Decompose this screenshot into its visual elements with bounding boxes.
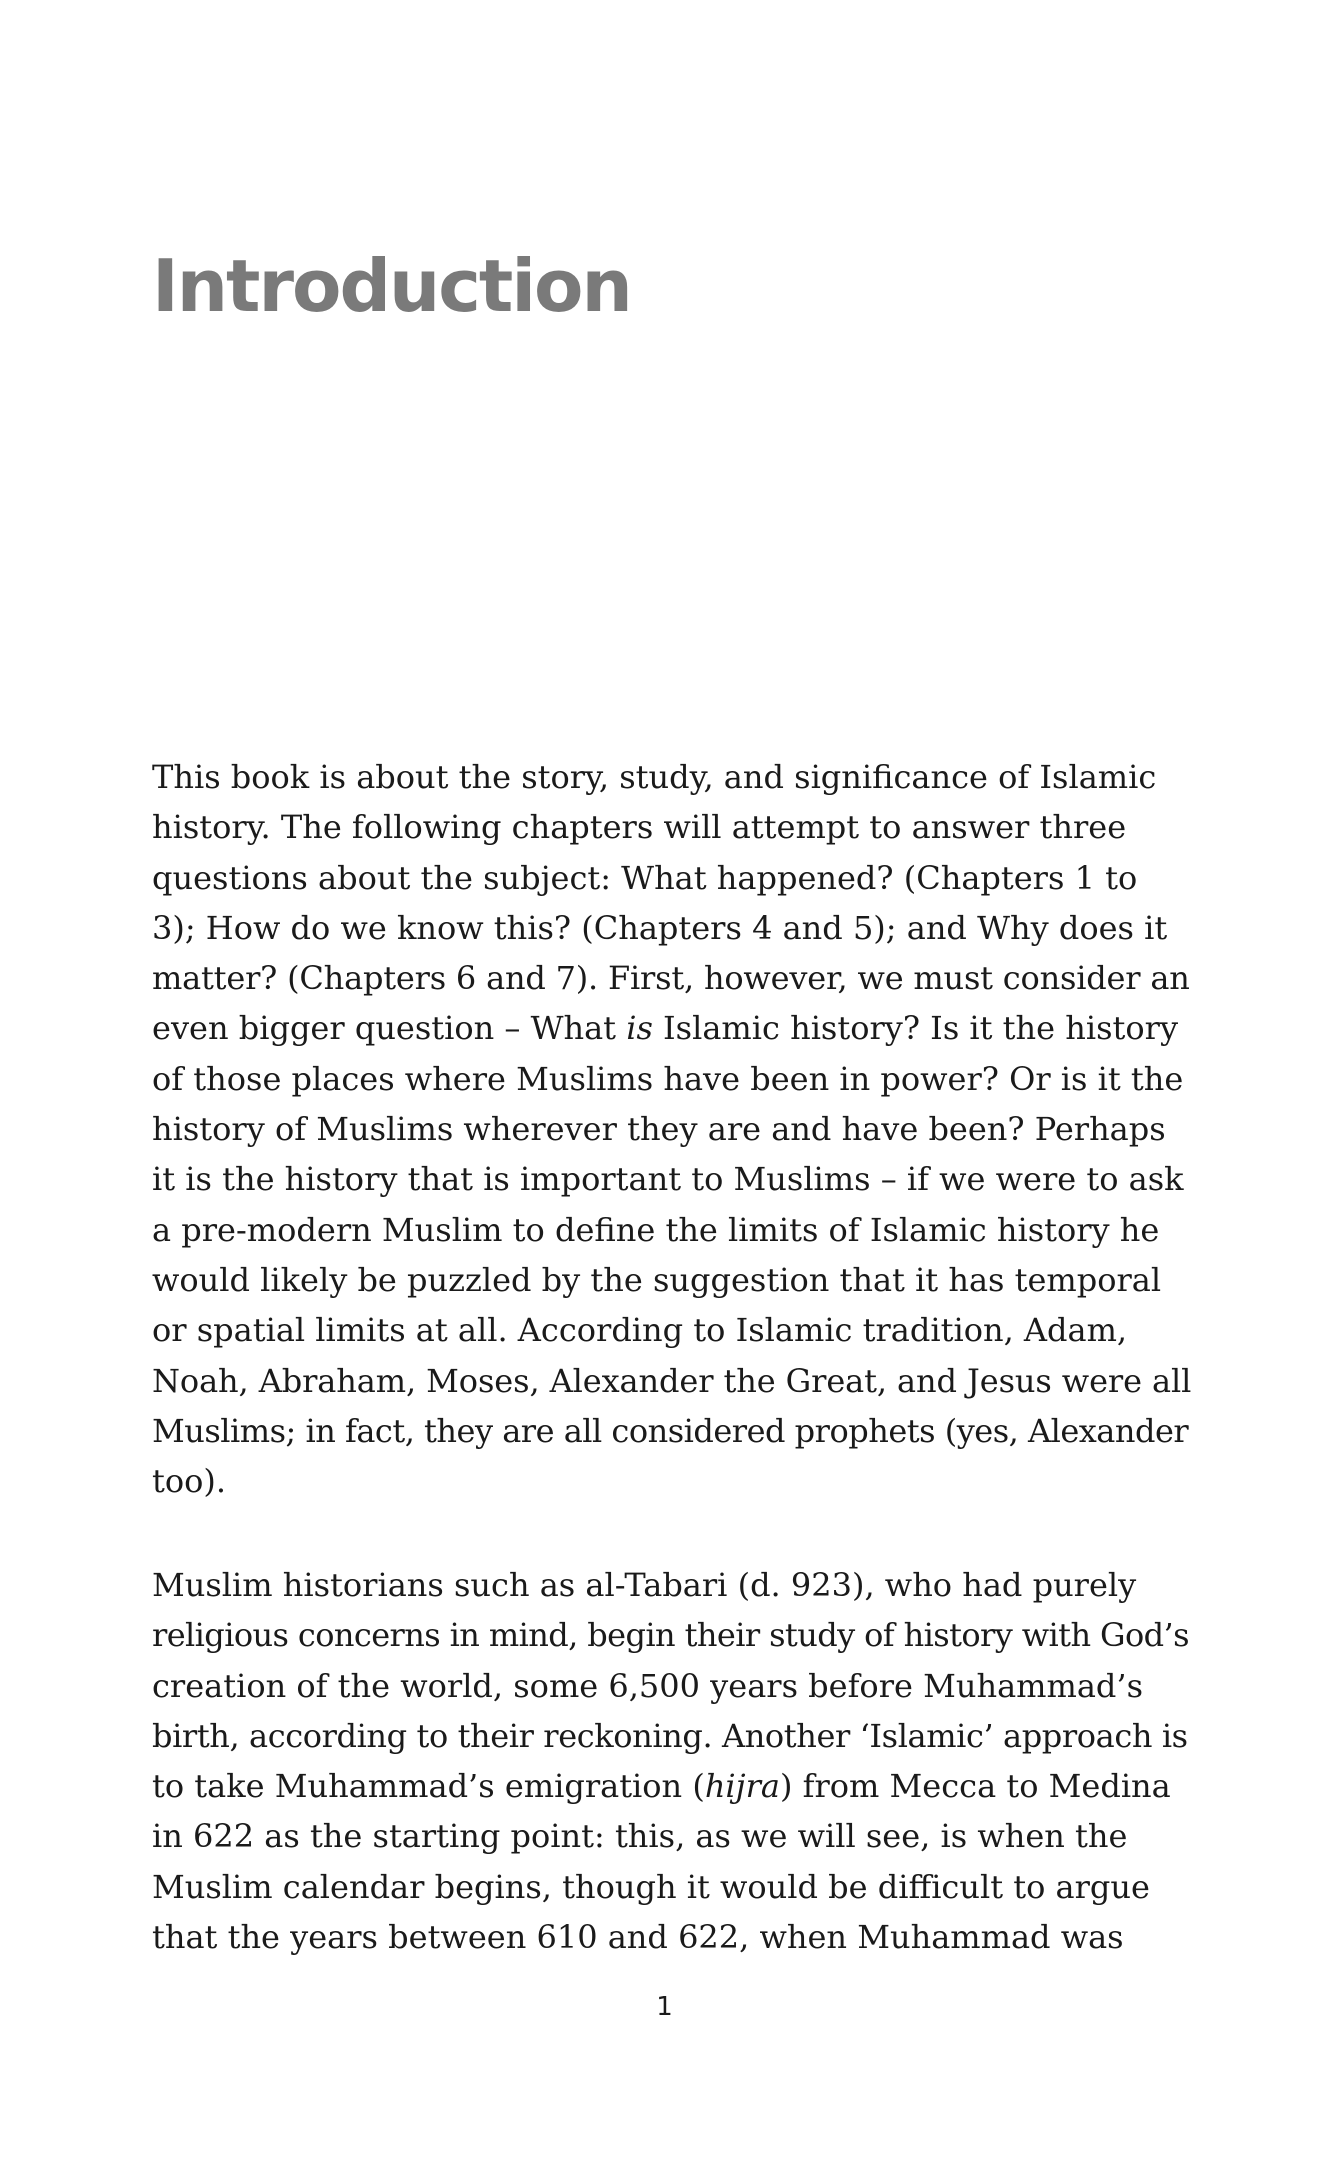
emphasis: is	[626, 1009, 653, 1048]
text-line: Muslims; in fact, they are all considered prophets (yes, Alexander	[152, 1411, 1189, 1450]
text-line: that the years between 610 and 622, when Muhammad was	[152, 1918, 1124, 1957]
body-paragraph	[152, 752, 1192, 1506]
text-line: Muslim historians such as al-Tabari (d. 923), who had purely	[152, 1566, 1137, 1604]
text-line: it is the history that is important to Muslims – if we were to ask	[152, 1160, 1184, 1199]
text-line: creation of the world, some 6,500 years before Muhammad’s	[152, 1666, 1143, 1705]
text-line: Noah, Abraham, Moses, Alexander the Great, and Jesus were all	[152, 1361, 1192, 1400]
text-line: This book is about the story, study, and significance of Islamic	[152, 758, 1157, 796]
text-line: too).	[152, 1462, 227, 1501]
text-line: in 622 as the starting point: this, as we will see, is when the	[152, 1817, 1128, 1856]
text-line: Muslim calendar begins, though it would be difficult to argue	[152, 1867, 1150, 1906]
text-line: a pre-modern Muslim to define the limits of Islamic history he	[152, 1210, 1160, 1249]
chapter-title: Introduction	[152, 244, 631, 328]
text-line: birth, according to their reckoning. Another ‘Islamic’ approach is	[152, 1716, 1188, 1755]
text-line: matter? (Chapters 6 and 7). First, however, we must consider an	[152, 959, 1190, 998]
text-line: history of Muslims wherever they are and have been? Perhaps	[152, 1110, 1166, 1149]
text-line: questions about the subject: What happened? (Chapters 1 to	[152, 858, 1138, 897]
text-line: to take Muhammad’s emigration (hijra) from Mecca to Medina	[152, 1767, 1171, 1806]
text-line: would likely be puzzled by the suggestion that it has temporal	[152, 1260, 1162, 1299]
page-number: 1	[656, 1992, 673, 2022]
text-line: of those places where Muslims have been in power? Or is it the	[152, 1059, 1184, 1098]
text-line: 3); How do we know this? (Chapters 4 and 5); and Why does it	[152, 908, 1168, 947]
text-line: even bigger question – What is Islamic history? Is it the history	[152, 1009, 1179, 1048]
text-line: religious concerns in mind, begin their study of history with God’s	[152, 1616, 1189, 1655]
body-paragraph	[152, 1560, 1192, 1962]
text-line: or spatial limits at all. According to Islamic tradition, Adam,	[152, 1311, 1128, 1350]
emphasis: hijra	[704, 1767, 780, 1806]
text-line: history. The following chapters will attempt to answer three	[152, 808, 1127, 847]
